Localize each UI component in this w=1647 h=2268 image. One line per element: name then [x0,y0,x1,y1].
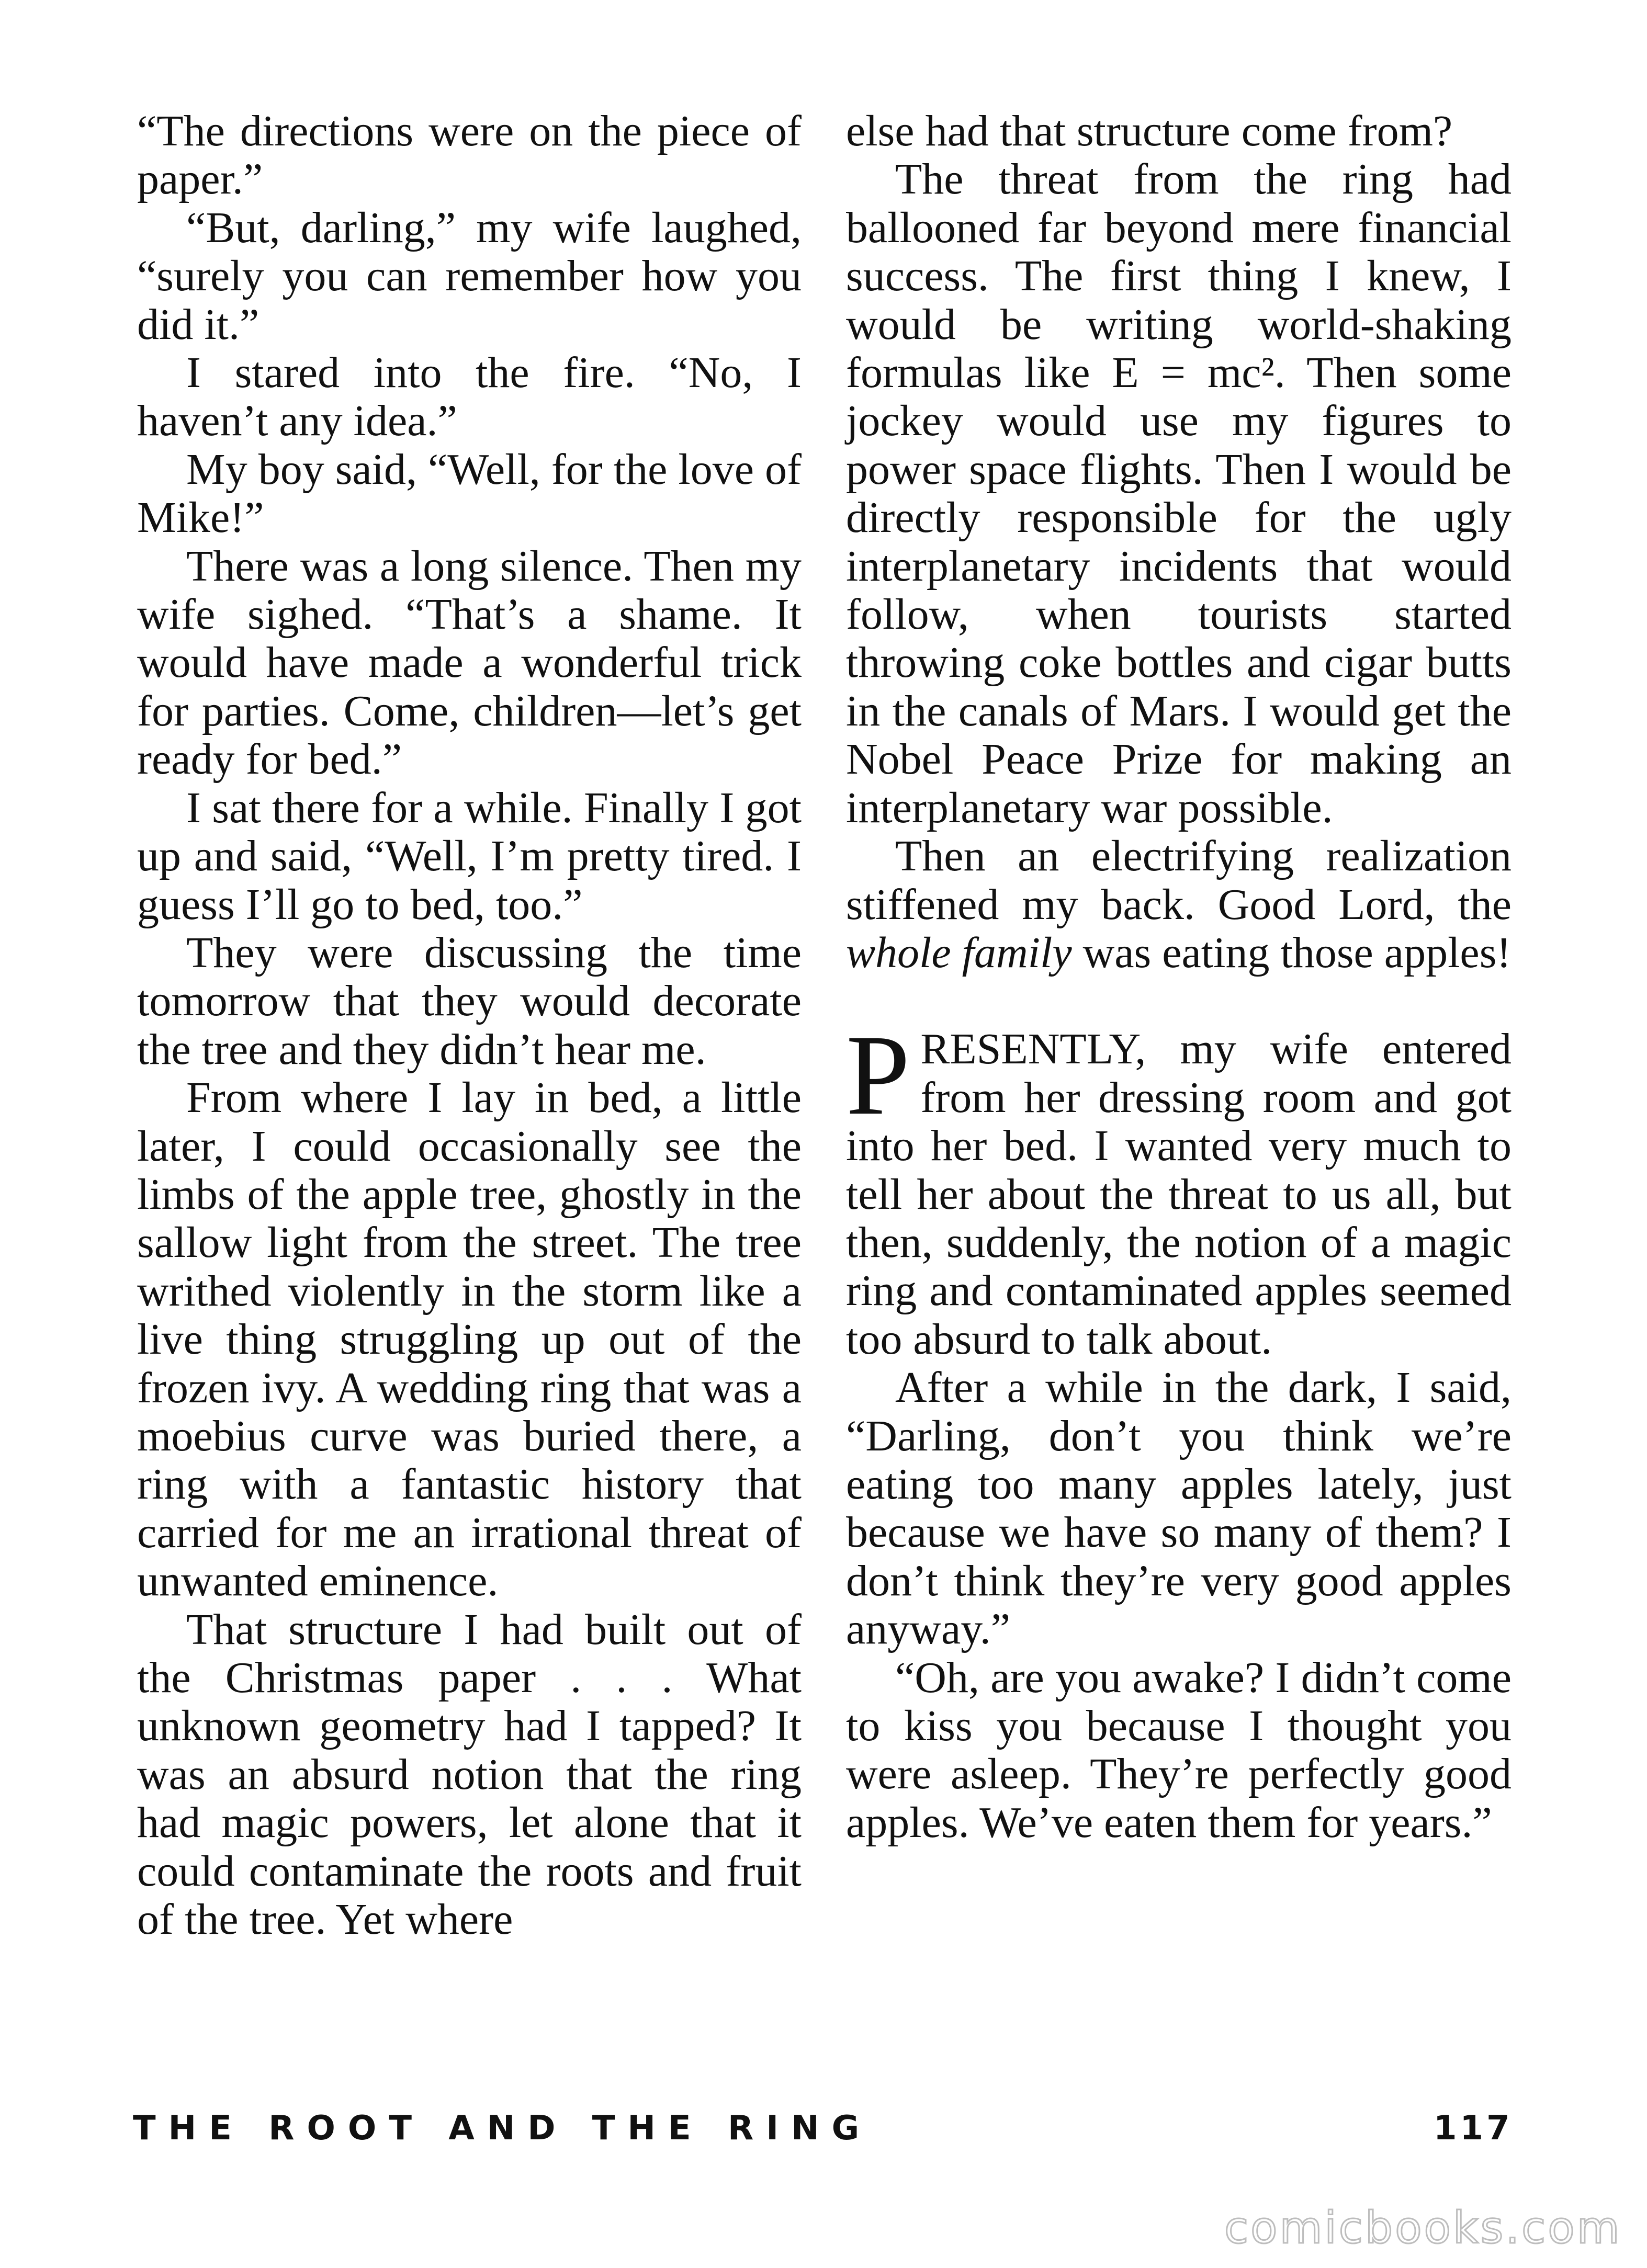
text-run: was eating those apples! [1082,928,1511,977]
drop-cap: P [846,1011,910,1139]
paragraph: “The directions were on the piece of paper.” [137,107,802,204]
section-opening-paragraph [846,1011,1511,1364]
right-column [846,107,1511,1847]
paragraph-continuation: else had that structure come from? [846,107,1453,155]
paragraph: I sat there for a while. Finally I got up and said, “Well, I’m pretty tired. I guess I’ll go to bed, too.” [137,783,802,929]
emphasis-text: whole family [846,928,1072,977]
running-footer-title: THE ROOT AND THE RING [133,2109,872,2148]
paragraph: I stared into the fire. “No, I haven’t any idea.” [137,348,802,446]
paragraph: “Oh, are you awake? I didn’t come to kiss you because I thought you were asleep. They’re perfectly good apples. We’ve eaten them for years.” [846,1653,1511,1847]
paragraph: After a while in the dark, I said, “Darling, don’t you think we’re eating too many apples lately, just because we have so many of them? I don’t think they’re very good apples anyway.” [846,1363,1511,1654]
paragraph: That structure I had built out of the Christmas paper . . . What unknown geometry had I tapped? It was an absurd notion that the ring had magic powers, let alone that it could contaminate the roots and fruit of the tree. Yet where [137,1605,802,1944]
paragraph-realization [846,832,1511,977]
text-run: Then an electrifying realization stiffened my back. Good Lord, the [846,832,1511,929]
paragraph: There was a long silence. Then my wife sighed. “That’s a shame. It would have made a wonderful trick for parties. Come, children—let’s get ready for bed.” [137,541,802,784]
paragraph: They were discussing the time tomorrow that they would decorate the tree and they didn’t hear me. [137,928,802,1074]
page-number: 117 [1434,2109,1513,2148]
paragraph: “But, darling,” my wife laughed, “surely you can remember how you did it.” [137,203,802,349]
paragraph: From where I lay in bed, a little later, I could occasionally see the limbs of the apple tree, ghostly in the sallow light from the street. The tree writhed violently in the storm like a live thing struggling up out of the frozen ivy. A wedding ring that was a moebius curve was buried there, a ring with a fantastic history that carried for me an irrational threat of unwanted eminence. [137,1073,802,1606]
paragraph: My boy said, “Well, for the love of Mike!” [137,445,802,542]
text-run: RESENTLY, my wife entered from her dressing room and got into her bed. I wanted very much to tell her about the threat to us all, but then, suddenly, the notion of a magic ring and contaminated apples seemed too absurd to talk about. [846,1025,1511,1364]
watermark: comicbooks.com [1224,2202,1622,2253]
left-column [137,107,802,1944]
paragraph: The threat from the ring had ballooned far beyond mere financial success. The first thing I knew, I would be writing world-shaking formulas like E = mc². Then some jockey would use my figures to power space flights. Then I would be directly responsible for the ugly interplanetary incidents that would follow, when tourists started throwing coke bottles and cigar butts in the canals of Mars. I would get the Nobel Peace Prize for making an interplanetary war possible. [846,155,1511,832]
